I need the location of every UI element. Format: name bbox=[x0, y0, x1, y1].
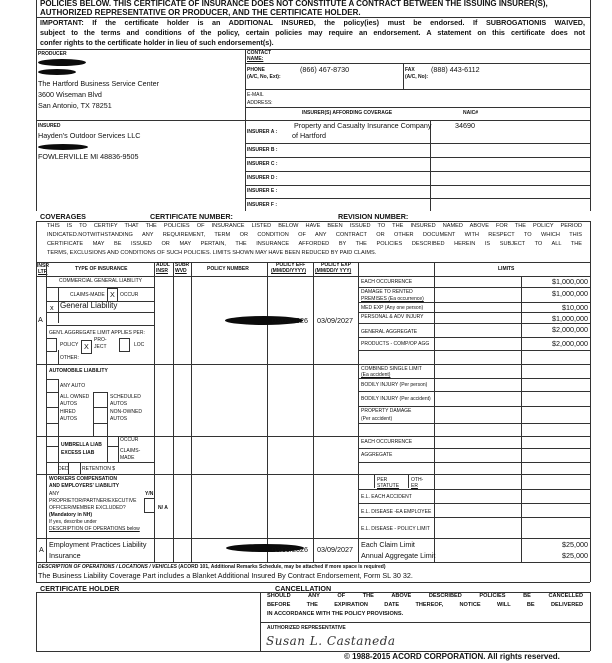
gl-insr-ltr: A bbox=[38, 315, 43, 324]
limit-value: $2,000,000 bbox=[552, 339, 588, 348]
hired-label-2: AUTOS bbox=[60, 416, 78, 422]
wc-excluded-checkbox[interactable] bbox=[144, 498, 155, 513]
cancellation-line-0: SHOULD ANY OF THE ABOVE DESCRIBED POLICIES BE CANCELLED bbox=[267, 593, 583, 599]
th-subr-2: WVD bbox=[175, 268, 187, 274]
epl-limit-label: Each Claim Limit bbox=[361, 540, 415, 549]
epl-limit-label: Annual Aggregate Limit bbox=[361, 551, 436, 560]
th-exp: POLICY EXP bbox=[321, 262, 351, 268]
insurer-a-naic: 34690 bbox=[455, 121, 475, 130]
insurer-d-label: INSURER D : bbox=[247, 175, 278, 181]
retention-label: RETENTION $ bbox=[82, 466, 116, 472]
wc-q4: (Mandatory in NH) bbox=[49, 512, 93, 518]
limit-label: E.L. DISEASE - POLICY LIMIT bbox=[361, 526, 430, 532]
project-label: PRO- bbox=[94, 337, 107, 343]
ded-label: DED bbox=[58, 466, 69, 472]
cancellation-label: CANCELLATION bbox=[275, 584, 332, 593]
limit-label: EACH OCCURRENCE bbox=[361, 279, 413, 285]
wc-title-2: AND EMPLOYERS' LIABILITY bbox=[49, 483, 120, 489]
producer-label: PRODUCER bbox=[38, 51, 67, 57]
th-type: TYPE OF INSURANCE bbox=[75, 266, 128, 272]
email-label-2: ADDRESS: bbox=[247, 100, 273, 106]
epl-type-2: Insurance bbox=[49, 551, 81, 560]
insurer-a-name: Property and Casualty Insurance Company bbox=[294, 121, 432, 130]
th-insr: INSR bbox=[37, 263, 49, 269]
fax-label-2: (A/C, No): bbox=[405, 74, 429, 80]
gen-aggregate-label: GEN'L AGGREGATE LIMIT APPLIES PER: bbox=[49, 330, 145, 336]
insurer-c-label: INSURER C : bbox=[247, 161, 278, 167]
certificate-holder-label: CERTIFICATE HOLDER bbox=[40, 584, 120, 593]
auto-title: AUTOMOBILE LIABILITY bbox=[49, 368, 108, 374]
limit-label: BODILY INJURY (Per accident) bbox=[361, 396, 431, 402]
limit-label-2: (Per accident) bbox=[361, 416, 393, 422]
disclaimer-line-0: POLICIES BELOW. THIS CERTIFICATE OF INSURANCE DOES NOT CONSTITUTE A CONTRACT BETWEEN THE ISSUING INSURER(S), bbox=[40, 0, 548, 8]
th-addl-2: INSR bbox=[156, 268, 168, 274]
th-eff-2: (MM/DD/YYYY) bbox=[271, 268, 306, 274]
important-line-1: subject to the terms and conditions of the policy, certain policies may require an endorsement. A statement on this certificate does not bbox=[40, 28, 585, 37]
excess-label: EXCESS LIAB bbox=[61, 450, 95, 456]
policy-label: POLICY bbox=[60, 342, 79, 348]
limit-label: GENERAL AGGREGATE bbox=[361, 329, 418, 335]
description-label-wrap bbox=[38, 564, 386, 570]
occur-label: OCCUR bbox=[120, 292, 139, 298]
other-label: OTHER: bbox=[60, 355, 79, 361]
coverages-label: COVERAGES bbox=[40, 212, 86, 221]
limit-label: AGGREGATE bbox=[361, 452, 393, 458]
th-addl: ADDL bbox=[156, 262, 170, 268]
email-label: E-MAIL bbox=[247, 92, 264, 98]
epl-exp-date: 03/09/2027 bbox=[317, 545, 353, 554]
contact-name-label: CONTACT bbox=[247, 50, 272, 56]
certificate-number-label: CERTIFICATE NUMBER: bbox=[150, 212, 233, 221]
scheduled-label: SCHEDULED bbox=[110, 394, 141, 400]
project-check-mark: X bbox=[84, 342, 89, 351]
cancellation-line-1: BEFORE THE EXPIRATION DATE THEREOF, NOTICE WILL BE DELIVERED bbox=[267, 602, 583, 608]
oth-er-label-2: ER bbox=[411, 483, 418, 489]
all-owned-label: ALL OWNED bbox=[60, 394, 90, 400]
certify-line-1: INDICATED.NOTWITHSTANDING ANY REQUIREMENT, TERM OR CONDITION OF ANY CONTRACT OR OTHER DOCUMENT WITH RESPECT TO WHICH THIS bbox=[47, 232, 582, 238]
limit-label: DAMAGE TO RENTED bbox=[361, 289, 413, 295]
policy-checkbox[interactable] bbox=[46, 338, 57, 352]
limit-label-2: PREMISES (Ea occurrence) bbox=[361, 296, 424, 302]
insurers-header: INSURER(S) AFFORDING COVERAGE bbox=[302, 110, 393, 116]
limit-label: BODILY INJURY (Per person) bbox=[361, 382, 428, 388]
limit-value: $1,000,000 bbox=[552, 289, 588, 298]
limit-label: COMBINED SINGLE LIMIT bbox=[361, 366, 422, 372]
important-line-2: confer rights to the certificate holder in lieu of such endorsement(s). bbox=[40, 38, 274, 47]
important-line-0: IMPORTANT: If the certificate holder is an ADDITIONAL INSURED, the policy(ies) must be endorsed. If SUBROGATIONIS WAIVED, bbox=[40, 18, 585, 27]
th-limits: LIMITS bbox=[498, 266, 515, 272]
wc-title: WORKERS COMPENSATION bbox=[49, 476, 117, 482]
disclaimer-line-1: AUTHORIZED REPRESENTATIVE OR PRODUCER, AND THE CERTIFICATE HOLDER. bbox=[40, 8, 361, 17]
any-auto-label: ANY AUTO bbox=[60, 383, 86, 389]
phone-label: PHONE bbox=[247, 67, 265, 73]
insured-name: Hayden's Outdoor Services LLC bbox=[38, 131, 141, 140]
th-eff: POLICY EFF bbox=[276, 262, 306, 268]
limit-label: EACH OCCURRENCE bbox=[361, 439, 413, 445]
project-label-2: JECT bbox=[94, 344, 107, 350]
phone-value: (866) 467-8730 bbox=[300, 65, 350, 74]
redaction bbox=[38, 69, 76, 75]
epl-type: Employment Practices Liability bbox=[49, 540, 147, 549]
redaction bbox=[38, 144, 88, 150]
limit-value: $1,000,000 bbox=[552, 314, 588, 323]
limit-label: E.L. EACH ACCIDENT bbox=[361, 494, 412, 500]
insurer-f-label: INSURER F : bbox=[247, 202, 277, 208]
copyright: © 1988-2015 ACORD CORPORATION. All rights reserved. bbox=[344, 652, 560, 661]
th-ltr: LTR bbox=[38, 269, 48, 275]
gl-exp-date: 03/09/2027 bbox=[317, 316, 353, 325]
limit-label: MED EXP (Any one person) bbox=[361, 305, 424, 311]
gl-check-mark: x bbox=[50, 303, 54, 312]
th-exp-2: (MM/DD/Y YYY) bbox=[315, 268, 352, 274]
producer-address-2: San Antonio, TX 78251 bbox=[38, 101, 112, 110]
contact-name-label-2: NAME: bbox=[247, 56, 264, 62]
occur-check-mark: X bbox=[110, 290, 115, 299]
signature: Susan L. Castaneda bbox=[266, 634, 396, 648]
authorized-rep-label: AUTHORIZED REPRESENTATIVE bbox=[267, 625, 346, 631]
wc-q3: OFFICER/MEMBER EXCLUDED? bbox=[49, 505, 126, 511]
limit-label: PROPERTY DAMAGE bbox=[361, 408, 412, 414]
occur-checkbox[interactable] bbox=[107, 288, 118, 302]
insurer-e-label: INSURER E : bbox=[247, 188, 278, 194]
all-owned-label-2: AUTOS bbox=[60, 401, 78, 407]
per-statute-label-2: STATUTE bbox=[377, 483, 400, 489]
wc-na: N/ A bbox=[158, 505, 168, 511]
loc-label: LOC bbox=[134, 342, 145, 348]
limit-value: $10,000 bbox=[562, 303, 588, 312]
wc-q5: If yes, describe under bbox=[49, 519, 97, 525]
umbrella-label: UMBRELLA LIAB bbox=[61, 442, 102, 448]
hired-label: HIRED bbox=[60, 409, 76, 415]
gl-eff-date: 03/09/2026 bbox=[272, 316, 308, 325]
claims-made-label: CLAIMS-MADE bbox=[70, 292, 105, 298]
wc-yn: Y/N bbox=[145, 491, 154, 497]
umbrella-occur-label: OCCUR bbox=[120, 437, 139, 443]
phone-label-2: (A/C, No, Ext): bbox=[247, 74, 281, 80]
wc-q2: PROPRIETOR/PARTNER/EXECUTIVE bbox=[49, 498, 137, 504]
limit-label-2: (Ea accident) bbox=[361, 372, 391, 378]
insurer-a-name-2: of Hartford bbox=[292, 131, 326, 140]
revision-number-label: REVISION NUMBER: bbox=[338, 212, 409, 221]
limit-value: $1,000,000 bbox=[552, 277, 588, 286]
limit-value: $2,000,000 bbox=[552, 325, 588, 334]
fax-value: (888) 443-6112 bbox=[431, 65, 480, 74]
umbrella-claims-label: CLAIMS- bbox=[120, 448, 141, 454]
umbrella-claims-label-2: MADE bbox=[120, 455, 135, 461]
producer-address-1: 3600 Wiseman Blvd bbox=[38, 90, 102, 99]
description-text: The Business Liability Coverage Part includes a Blanket Additional Insured By Contract Endorsement, Form SL 30 32. bbox=[38, 571, 413, 580]
description-label: DESCRIPTION OF OPERATIONS / LOCATIONS / VEHICLES bbox=[38, 564, 177, 570]
certify-line-0: THIS IS TO CERTIFY THAT THE POLICIES OF INSURANCE LISTED BELOW HAVE BEEN ISSUED TO THE INSURED NAMED ABOVE FOR THE POLICY PERIOD bbox=[47, 223, 582, 229]
epl-limit-value: $25,000 bbox=[562, 551, 588, 560]
wc-q1: ANY bbox=[49, 491, 60, 497]
insurer-b-label: INSURER B : bbox=[247, 147, 278, 153]
epl-eff-date: 03/09/2026 bbox=[272, 545, 308, 554]
epl-insr-ltr: A bbox=[39, 545, 44, 554]
naic-header: NAIC# bbox=[463, 110, 479, 116]
insured-label: INSURED bbox=[38, 123, 61, 129]
limit-label: PRODUCTS - COMP/OP AGG bbox=[361, 341, 430, 347]
limit-label: E.L. DISEASE -EA EMPLOYEE bbox=[361, 509, 432, 515]
loc-checkbox[interactable] bbox=[119, 338, 130, 352]
certify-line-3: TERMS, EXCLUSIONS AND CONDITIONS OF SUCH POLICIES. LIMITS SHOWN MAY HAVE BEEN REDUCED BY PAID CLAIMS. bbox=[47, 250, 377, 256]
cancellation-line-2: IN ACCORDANCE WITH THE POLICY PROVISIONS. bbox=[267, 611, 404, 617]
oth-er-label: OTH- bbox=[411, 477, 424, 483]
wc-q6: DESCRIPTION OF OPERATIONS below bbox=[49, 526, 140, 532]
insurer-a-label: INSURER A : bbox=[247, 129, 278, 135]
description-note: (ACORD 101, Additional Remarks Schedule, may be attached if more space is required) bbox=[178, 564, 386, 570]
epl-limit-value: $25,000 bbox=[562, 540, 588, 549]
nonowned-label-2: AUTOS bbox=[110, 416, 128, 422]
th-policy: POLICY NUMBER bbox=[207, 266, 249, 272]
project-checkbox[interactable] bbox=[81, 340, 92, 354]
certify-line-2: CERTIFICATE MAY BE ISSUED OR MAY PERTAIN, THE INSURANCE AFFORDED BY THE POLICIES DESCRIBED HEREIN IS SUBJECT TO ALL THE bbox=[47, 241, 582, 247]
limit-label: PERSONAL & ADV INJURY bbox=[361, 314, 424, 320]
gl-title: COMMERCIAL GENERAL LIABILITY bbox=[59, 278, 142, 284]
producer-name: The Hartford Business Service Center bbox=[38, 79, 160, 88]
scheduled-label-2: AUTOS bbox=[110, 401, 128, 407]
gl-type-text: General Liability bbox=[60, 301, 118, 310]
redaction bbox=[38, 59, 86, 66]
per-statute-label: PER bbox=[377, 477, 388, 483]
nonowned-label: NON-OWNED bbox=[110, 409, 142, 415]
fax-label: FAX bbox=[405, 67, 415, 73]
th-subr: SUBR bbox=[175, 262, 190, 268]
insured-city: FOWLERVILLE MI 48836-9505 bbox=[38, 152, 139, 161]
